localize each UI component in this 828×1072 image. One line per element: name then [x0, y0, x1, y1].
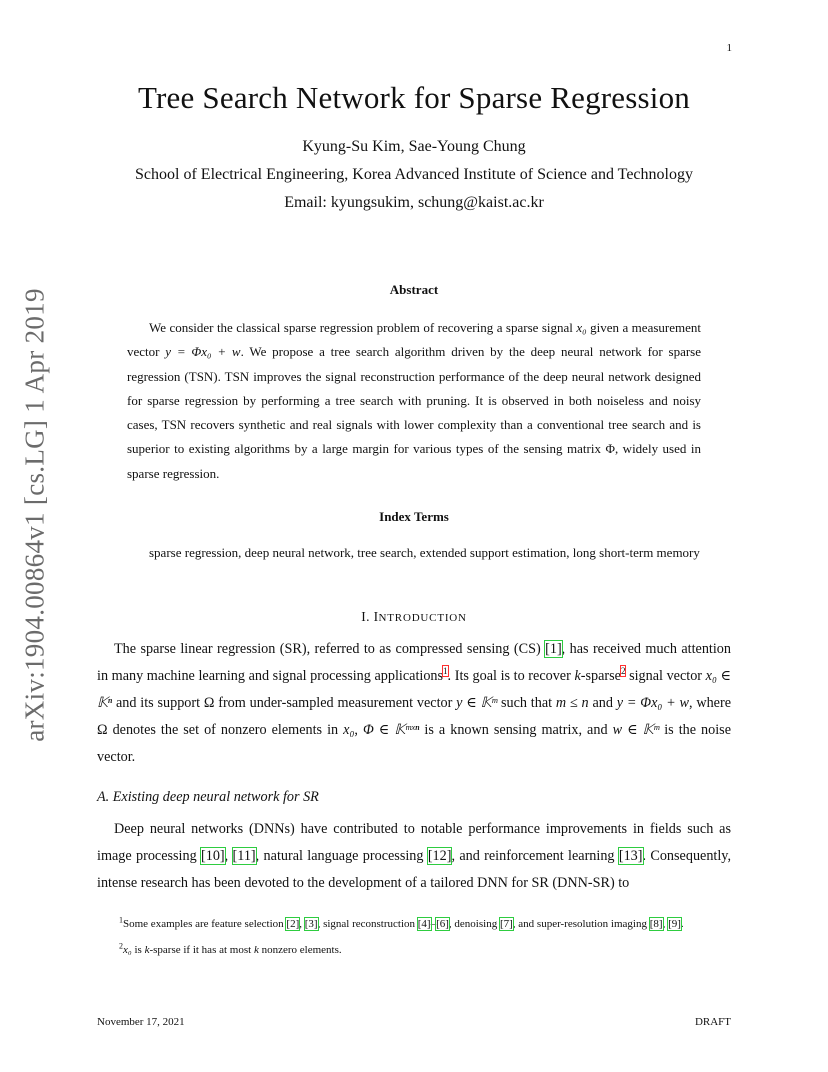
citation-link[interactable]: [4]: [417, 918, 431, 930]
footnote-link[interactable]: 2: [620, 666, 626, 677]
author-email: Email: kyungsukim, schung@kaist.ac.kr: [284, 194, 544, 211]
intro-paragraph-1: The sparse linear regression (SR), referred to as compressed sensing (CS) [1], has received much attention in many machine learning and signal processing applications$^1$. Its goal is to recover k-sparse$^2$ signal vector x₀ ∈ 𝕂ⁿ and its support Ω from under-sampled measurement vector y ∈ 𝕂ᵐ such that m ≤ n and y = Φx₀ + w, where Ω denotes the set of nonzero elements in x₀, Φ ∈ 𝕂ᵐˣⁿ is a known sensing matrix, and w ∈ 𝕂ᵐ is the noise vector.: [97, 641, 732, 765]
footnote-1: $^1$Some examples are feature selection [2], [3], signal reconstruction [4]–[6], denoising [7], and super-resolution imaging [8], [9].: [119, 915, 684, 930]
arxiv-stamp-text: arXiv:1904.00864v1 [cs.LG] 1 Apr 2019: [19, 288, 50, 742]
abstract-heading: Abstract: [389, 282, 439, 297]
citation-link[interactable]: [9]: [668, 918, 681, 930]
section-a-paragraph: Deep neural networks (DNNs) have contributed to notable performance improvements in fields such as image processing [10], [11], natural language processing [12], and reinforcement learning [13]. Consequently, intense research has been devoted to the development of a tailored DNN for SR (DNN-SR) to: [97, 821, 732, 891]
footnotes: [97, 914, 731, 960]
citation-link[interactable]: [12]: [427, 848, 452, 864]
abstract-paragraph: We consider the classical sparse regression problem of recovering a sparse signal x₀ given a measurement vector y = Φx₀ + w. We propose a tree search algorithm driven by the deep neural network for sparse regression (TSN). TSN improves the signal reconstruction performance of the deep neural network designed for sparse regression by performing a tree search with pruning. It is observed in both noiseless and noisy cases, TSN recovers synthetic and real signals with lower complexity than a conventional tree search and is superior to existing algorithms by a large margin for various types of the sensing matrix Φ, widely used in sparse regression.: [127, 320, 702, 481]
citation-link[interactable]: [10]: [201, 848, 225, 864]
citation-link[interactable]: [11]: [232, 848, 256, 864]
index-terms-text: sparse regression, deep neural network, tree search, extended support estimation, long short-term memory: [149, 545, 700, 560]
citation-link[interactable]: [7]: [499, 918, 513, 930]
footnote-link[interactable]: 1: [443, 666, 448, 677]
index-terms-body: [127, 541, 701, 565]
author-list: Kyung-Su Kim, Sae-Young Chung: [302, 138, 526, 155]
footer-status: DRAFT: [694, 1016, 731, 1028]
citation-link[interactable]: [1]: [545, 641, 562, 657]
page-number: 1: [726, 42, 732, 54]
subsection-heading: A. Existing deep neural network for SR: [97, 789, 319, 805]
paper-title: Tree Search Network for Sparse Regression: [137, 80, 690, 115]
citation-link[interactable]: [8]: [649, 918, 663, 930]
introduction-heading: I. INTRODUCTION: [361, 609, 467, 624]
index-terms-heading: Index Terms: [379, 509, 449, 524]
citation-link[interactable]: [3]: [304, 918, 318, 930]
footnote-2: $^2$x₀ is k-sparse if it has at most k nonzero elements.: [119, 941, 342, 956]
citation-link[interactable]: [13]: [618, 848, 643, 864]
footer-date: November 17, 2021: [97, 1016, 185, 1028]
citation-link[interactable]: [2]: [286, 918, 300, 930]
affiliation: School of Electrical Engineering, Korea Advanced Institute of Science and Technology: [135, 166, 693, 183]
abstract-body: [127, 316, 701, 486]
citation-link[interactable]: [6]: [436, 918, 449, 930]
